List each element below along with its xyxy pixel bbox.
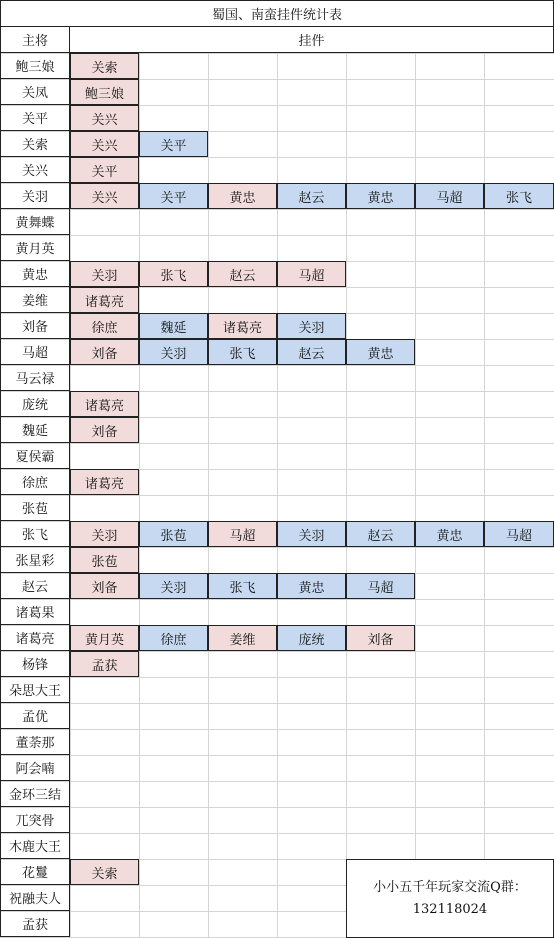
general-name: 马超 (0, 339, 70, 365)
general-name: 鲍三娘 (0, 53, 70, 79)
attachment-cell: 马超 (415, 183, 484, 209)
attachment-cell: 关平 (139, 131, 208, 157)
general-name: 徐庶 (0, 469, 70, 495)
attachment-cell: 张飞 (139, 261, 208, 287)
attachment-cell: 关羽 (70, 261, 139, 287)
general-name: 马云禄 (0, 365, 70, 391)
attachment-cell: 关羽 (277, 313, 346, 339)
attachment-cell: 刘备 (70, 573, 139, 599)
attachment-cell: 徐庶 (139, 625, 208, 651)
general-name: 黄舞蝶 (0, 209, 70, 235)
general-name: 赵云 (0, 573, 70, 599)
attachment-cell: 张飞 (484, 183, 554, 209)
general-name: 孟优 (0, 703, 70, 729)
general-name: 兀突骨 (0, 807, 70, 833)
attachment-cell: 庞统 (277, 625, 346, 651)
attachment-cell: 关索 (70, 859, 139, 885)
general-name: 木鹿大王 (0, 833, 70, 859)
attachment-cell: 黄忠 (346, 339, 415, 365)
group-note (346, 859, 554, 938)
attachment-cell: 赵云 (277, 183, 346, 209)
attachment-cell: 关索 (70, 53, 139, 79)
general-name: 祝融夫人 (0, 885, 70, 911)
attachment-cell: 赵云 (277, 339, 346, 365)
attachment-cell: 张飞 (208, 339, 277, 365)
attachment-cell: 关平 (139, 183, 208, 209)
gridline (0, 209, 554, 210)
gridline (0, 807, 554, 808)
general-name: 诸葛亮 (0, 625, 70, 651)
attachment-cell: 诸葛亮 (208, 313, 277, 339)
gridline (0, 365, 554, 366)
attachment-cell: 马超 (346, 573, 415, 599)
attachment-cell: 关羽 (70, 521, 139, 547)
gridline (0, 599, 554, 600)
header-general: 主将 (0, 27, 70, 53)
attachment-cell: 孟获 (70, 651, 139, 677)
general-name: 花鬘 (0, 859, 70, 885)
attachment-cell: 关羽 (139, 573, 208, 599)
general-name: 张苞 (0, 495, 70, 521)
general-name: 姜维 (0, 287, 70, 313)
general-name: 关平 (0, 105, 70, 131)
note-line-2: 132118024 (412, 901, 488, 917)
gridline (0, 677, 554, 678)
attachment-cell: 鲍三娘 (70, 79, 139, 105)
attachment-cell: 黄月英 (70, 625, 139, 651)
attachment-cell: 黄忠 (346, 183, 415, 209)
attachment-cell: 刘备 (70, 417, 139, 443)
attachment-cell: 关兴 (70, 183, 139, 209)
attachment-cell: 张飞 (208, 573, 277, 599)
general-name: 张飞 (0, 521, 70, 547)
header-attachments: 挂件 (70, 27, 554, 53)
attachment-cell: 诸葛亮 (70, 287, 139, 313)
attachment-cell: 诸葛亮 (70, 391, 139, 417)
attachment-cell: 关羽 (139, 339, 208, 365)
attachment-cell: 黄忠 (415, 521, 484, 547)
gridline (0, 781, 554, 782)
note-line-1: 小小五千年玩家交流Q群： (373, 879, 527, 895)
gridline (0, 833, 554, 834)
general-name: 孟获 (0, 911, 70, 937)
general-name: 诸葛果 (0, 599, 70, 625)
gridline (0, 729, 554, 730)
general-name: 阿会喃 (0, 755, 70, 781)
general-name: 张星彩 (0, 547, 70, 573)
general-name: 董荼那 (0, 729, 70, 755)
attachment-cell: 赵云 (208, 261, 277, 287)
attachment-cell: 黄忠 (277, 573, 346, 599)
attachment-cell: 马超 (208, 521, 277, 547)
general-name: 金环三结 (0, 781, 70, 807)
general-name: 杨锋 (0, 651, 70, 677)
general-name: 关羽 (0, 183, 70, 209)
general-name: 朵思大王 (0, 677, 70, 703)
general-name: 关兴 (0, 157, 70, 183)
gridline (0, 443, 554, 444)
attachment-cell: 姜维 (208, 625, 277, 651)
gridline (0, 235, 554, 236)
general-name: 黄月英 (0, 235, 70, 261)
attachment-cell: 关平 (70, 157, 139, 183)
attachment-cell: 马超 (484, 521, 554, 547)
general-name: 关凤 (0, 79, 70, 105)
attachment-cell: 徐庶 (70, 313, 139, 339)
attachment-cell: 魏延 (139, 313, 208, 339)
attachment-cell: 张苞 (70, 547, 139, 573)
attachment-cell: 刘备 (346, 625, 415, 651)
general-name: 庞统 (0, 391, 70, 417)
attachment-cell: 赵云 (346, 521, 415, 547)
gridline (0, 703, 554, 704)
attachment-cell: 关羽 (277, 521, 346, 547)
attachment-cell: 张苞 (139, 521, 208, 547)
general-name: 魏延 (0, 417, 70, 443)
attachment-cell: 马超 (277, 261, 346, 287)
attachment-cell: 关兴 (70, 131, 139, 157)
attachment-cell: 黄忠 (208, 183, 277, 209)
general-name: 刘备 (0, 313, 70, 339)
general-name: 夏侯霸 (0, 443, 70, 469)
attachment-cell: 关兴 (70, 105, 139, 131)
gridline (0, 755, 554, 756)
table-title: 蜀国、南蛮挂件统计表 (0, 0, 554, 27)
attachment-cell: 刘备 (70, 339, 139, 365)
general-name: 关索 (0, 131, 70, 157)
attachment-cell: 诸葛亮 (70, 469, 139, 495)
gridline (0, 495, 554, 496)
general-name: 黄忠 (0, 261, 70, 287)
